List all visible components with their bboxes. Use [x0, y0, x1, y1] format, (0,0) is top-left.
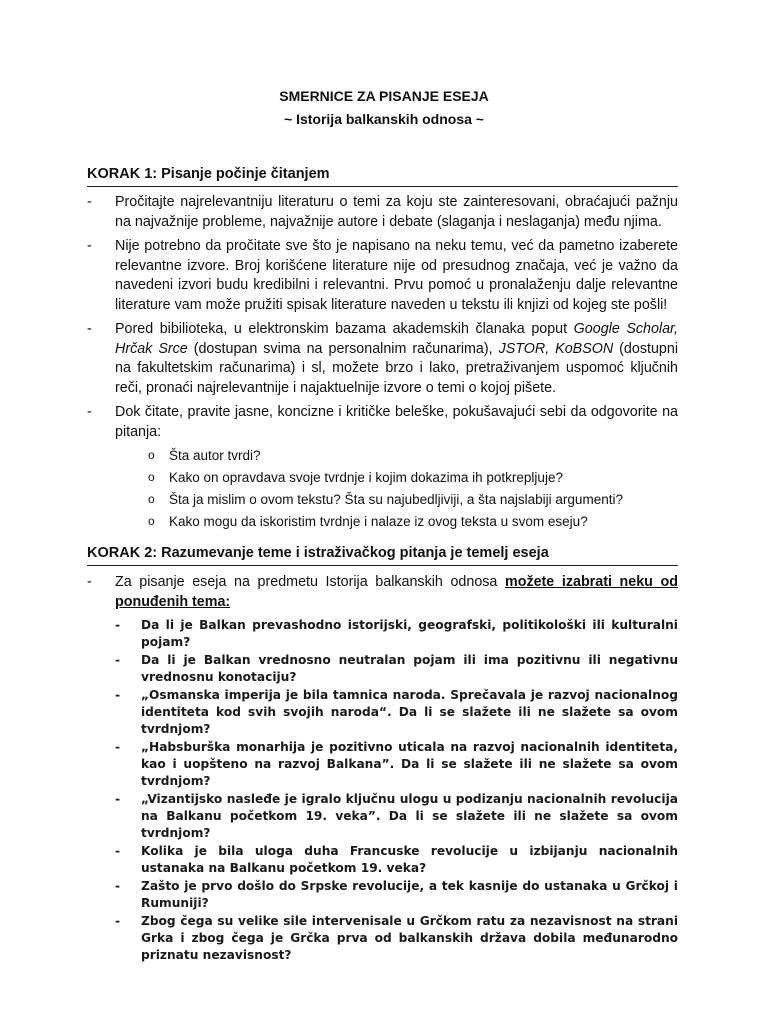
document-title: SMERNICE ZA PISANJE ESEJA [279, 88, 489, 104]
circle-bullet-icon: o [148, 514, 155, 528]
list-item: - Za pisanje eseja na predmetu Istorija balkanskih odnosa možete izabrati neku od ponuđenih tema: [87, 574, 679, 610]
document-subtitle: ~ Istorija balkanskih odnosa ~ [284, 111, 484, 127]
question-item: o Šta ja mislim o ovom tekstu? Šta su najubedljiviji, a šta najslabiji argumenti? [148, 492, 623, 507]
section-2-list [87, 573, 678, 965]
question-item: o Kako mogu da iskoristim tvrdnje i nalaze iz ovog teksta u svom eseju? [148, 514, 588, 529]
topic-item: - „Vizantijsko nasleđe je igralo ključnu ulogu u podizanju nacionalnih revolucija na Balkanu početkom 19. veka”. Da li se slažete ili ne slažete sa ovom tvrdnjom? [115, 792, 678, 841]
topic-item: - Zašto je prvo došlo do Srpske revolucije, a tek kasnije do ustanaka u Grčkoj i Rumuniji? [115, 879, 678, 911]
list-item: - Pored bibilioteka, u elektronskim bazama akademskih članaka poput Google Scholar, Hrčak Srce (dostupan svima na personalnim računarima), JSTOR, KoBSON (dostupni na fakultetskim računarima) i sl, možete brzo i lako, pretraživanjem uspomoć ključnih reči, pronaći najrelevantnije i najaktuelnije izvore o temi o kojoj pišete. [87, 321, 679, 396]
circle-bullet-icon: o [148, 492, 155, 506]
section-2-heading: KORAK 2: Razumevanje teme i istraživačkog pitanja je temelj eseja [87, 545, 678, 566]
database-names: JSTOR, KoBSON [498, 340, 614, 357]
topic-item: - Kolika je bila uloga duha Francuske revolucije u izbijanju nacionalnih ustanaka na Balkanu početkom 19. veka? [115, 844, 678, 876]
topics-emphasis: možete izabrati neku od ponuđenih tema: [115, 574, 679, 610]
list-item: - Pročitajte najrelevantniju literaturu o temi za koju ste zainteresovani, obraćajući pažnju na najvažnije probleme, najvažnije autore i debate (slaganja i neslaganja) među njima. [87, 194, 678, 230]
section-1-list [87, 193, 678, 536]
section-1-heading: KORAK 1: Pisanje počinje čitanjem [87, 166, 678, 187]
circle-bullet-icon: o [148, 448, 155, 462]
topic-item: - „Habsburška monarhija je pozitivno uticala na razvoj nacionalnih identiteta, kao i uopšteno na razvoj Balkana”. Da li se slažete ili ne slažete sa ovom tvrdnjom? [115, 739, 678, 789]
topic-item: - Da li je Balkan vrednosno neutralan pojam ili ima pozitivnu ili negativnu vrednosnu konotaciju? [115, 652, 678, 685]
topic-item: - Zbog čega su velike sile intervenisale u Grčkom ratu za nezavisnost na strani Grka i zbog čega je Grčka prva od balkanskih država dobila međunarodno priznatu nezavisnost? [115, 913, 678, 963]
topic-item: - Da li je Balkan prevashodno istorijski, geografski, politikološki ili kulturalni pojam? [115, 618, 678, 650]
circle-bullet-icon: o [148, 470, 155, 484]
list-item-text: Za pisanje eseja na predmetu Istorija balkanskih odnosa [115, 574, 505, 590]
list-item-text: Nije potrebno da pročitate sve što je napisano na neku temu, već da pametno izaberete relevantne izvore. Broj korišćene literature nije od presudnog značaja, već je važno da navedeni izvori budu kredibilni i relevantni. Prvu pomoć u pronalaženju dalje relevantne literature vam može pružiti spisak literature naveden u tekstu ili knjizi od kojeg ste pošli! [115, 238, 678, 313]
question-list [115, 446, 678, 531]
list-item-text: Dok čitate, pravite jasne, koncizne i kritičke beleške, pokušavajući sebi da odgovorite na pitanja: [115, 404, 678, 440]
list-item-text: Pročitajte najrelevantniju literaturu o temi za koju ste zainteresovani, obraćajući pažnju na najvažnije probleme, najvažnije autore i debate (slaganja i neslaganja) među njima. [115, 194, 678, 230]
database-names: Google Scholar, Hrčak Srce [115, 321, 679, 357]
topic-item: - „Osmanska imperija je bila tamnica naroda. Sprečavala je razvoj nacionalnog identiteta kod svih svojih naroda“. Da li se slažete ili ne slažete sa ovom tvrdnjom? [115, 687, 678, 737]
list-item-text: Pored bibilioteka, u elektronskim bazama akademskih članaka poput [115, 321, 574, 337]
list-item: - Dok čitate, pravite jasne, koncizne i kritičke beleške, pokušavajući sebi da odgovorite na pitanja: o Šta autor tvrdi? o Kako on opravdava svoje tvrdnje i kojim dokazima ih potkrepljuje? o Šta ja mislim o ovom tekstu? Šta su najubedljiviji, a šta najslabiji argumenti? o Kako mogu da iskoristim tvrdnje i nalaze iz ovog teksta u svom eseju? [87, 404, 678, 529]
question-item: o Kako on opravdava svoje tvrdnje i kojim dokazima ih potkrepljuje? [148, 470, 563, 485]
list-item-text: (dostupan svima na personalnim računarima), [187, 340, 499, 357]
list-item-text: (dostupni na fakultetskim računarima) i sl, možete brzo i lako, pretraživanjem uspomoć ključnih reči, pronaći najrelevantnije i najaktuelnije izvore o temi o kojoj pišete. [115, 340, 678, 396]
question-item: o Šta autor tvrdi? [148, 448, 261, 463]
topic-list [87, 617, 678, 965]
list-item: - Nije potrebno da pročitate sve što je napisano na neku temu, već da pametno izaberete relevantne izvore. Broj korišćene literature nije od presudnog značaja, već je važno da navedeni izvori budu kredibilni i relevantni. Prvu pomoć u pronalaženju dalje relevantne literature vam može pružiti spisak literature naveden u tekstu ili knjizi od kojeg ste pošli! [87, 238, 678, 313]
